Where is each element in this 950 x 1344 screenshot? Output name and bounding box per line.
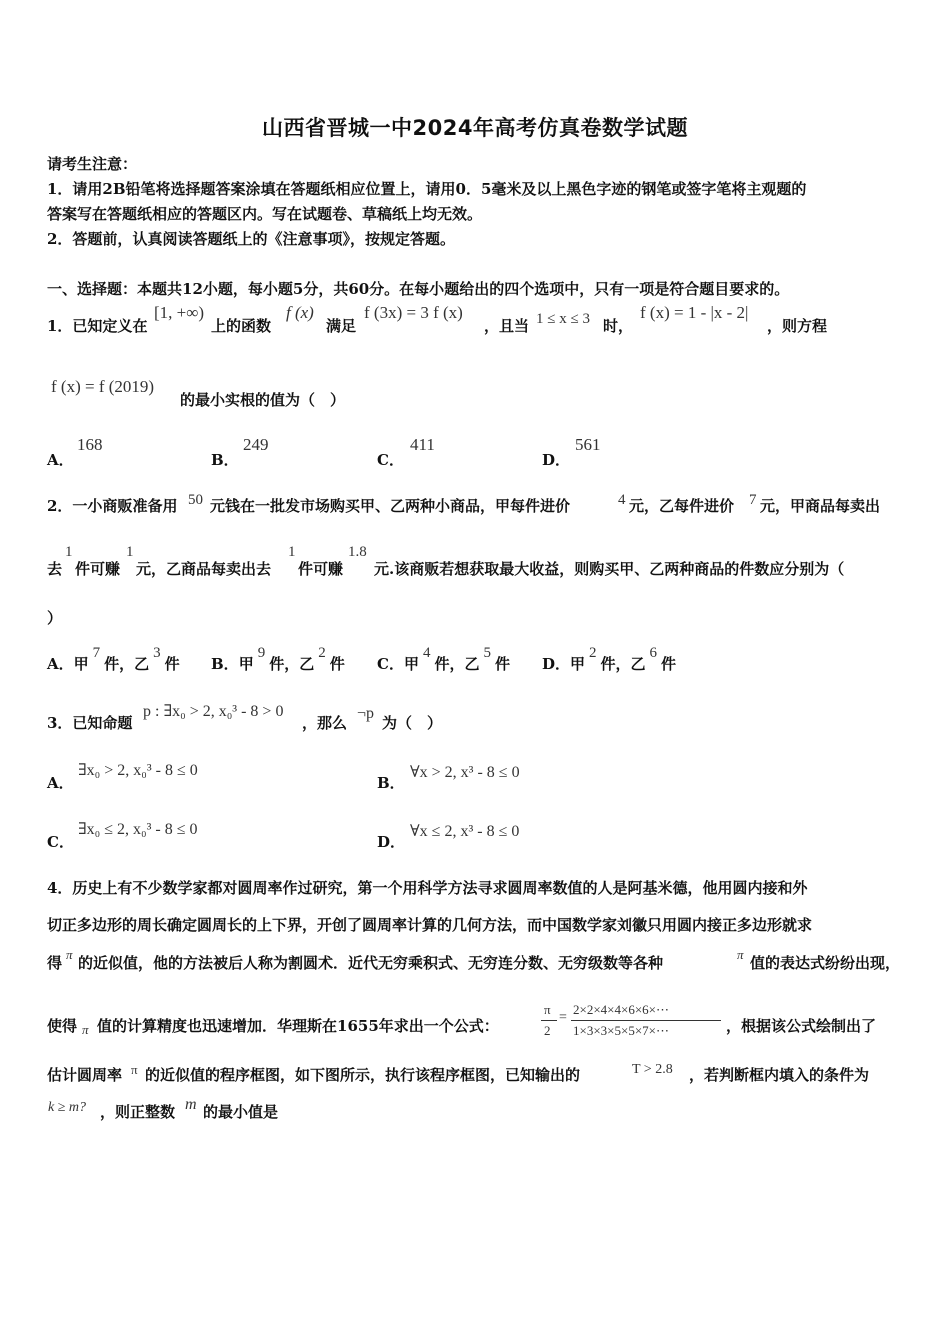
q2-math-1a: 1: [65, 544, 73, 560]
q1-math-range: 1 ≤ x ≤ 3: [536, 311, 590, 327]
q2-text-2: 元钱在一批发市场购买甲、乙两种小商品，甲每件进价: [210, 497, 571, 515]
q2-option-b-y: 2: [318, 645, 326, 661]
q4-line-6a: ，则正整数: [100, 1103, 176, 1121]
q2-option-d-c: 件: [661, 655, 677, 673]
q2-option-c-c: 件: [494, 655, 510, 673]
q2-option-d-label: D．: [542, 655, 571, 673]
q4-pi-4: π: [131, 1062, 138, 1077]
q3-option-a-label[interactable]: A．: [47, 774, 74, 792]
q1-option-b-label[interactable]: B．: [211, 451, 239, 469]
q2-math-4: 4: [618, 492, 626, 508]
q4-line-3b: 的近似值，他的方法被后人称为割圆术．近代无穷乘积式、无穷连分数、无穷级数等各种: [78, 954, 664, 972]
q1-option-d-label[interactable]: D．: [542, 451, 571, 469]
q1-option-b-value[interactable]: 249: [243, 435, 269, 454]
q1-text-3: 满足: [326, 317, 357, 335]
q4-formula-denominator: 1×3×3×5×5×7×⋯: [573, 1023, 669, 1038]
q2-option-b-c: 件: [329, 655, 345, 673]
q4-line-3c: 值的表达式纷纷出现，: [750, 954, 901, 972]
q4-formula-left-num: π: [544, 1002, 551, 1017]
q4-loop-condition: k ≥ m?: [48, 1100, 87, 1115]
q2-option-b-a: 甲: [238, 655, 254, 673]
q4-pi-1: π: [66, 947, 73, 962]
notice-line-3: 2．答题前，认真阅读答题纸上的《注意事项》，按规定答题。: [47, 230, 455, 248]
q3-math-negp: ¬p: [357, 705, 375, 722]
q2-math-1-8: 1.8: [348, 544, 367, 560]
q4-line-5b: 的近似值的程序框图，如下图所示，执行该程序框图，已知输出的: [145, 1066, 581, 1084]
q3-option-b-value[interactable]: ∀x > 2, x³ - 8 ≤ 0: [410, 764, 520, 781]
q4-line-3a: 得: [47, 954, 63, 972]
q2-math-1b: 1: [126, 544, 134, 560]
q1-math-fdef: f (x) = 1 - |x - 2|: [640, 303, 749, 322]
q1-option-c-label[interactable]: C．: [377, 451, 404, 469]
q2-text-6: 件可赚: [75, 560, 121, 578]
q2-option-c-x: 4: [422, 645, 431, 661]
q3-option-c-value[interactable]: ∃x₀ ≤ 2, x₀³ - 8 ≤ 0: [78, 821, 198, 838]
q1-math-domain: [1, +∞): [154, 303, 205, 322]
q2-option-d[interactable]: [542, 645, 677, 674]
notice-heading: 请考生注意：: [47, 155, 138, 173]
notice-line-1: 1．请用2B铅笔将选择题答案涂填在答题纸相应位置上，请用0．5毫米及以上黑色字迹的钢笔或签字笔将主观题的: [47, 180, 807, 198]
q2-option-a-b: 件，乙: [104, 655, 150, 673]
q2-option-a-x: 7: [92, 645, 101, 661]
q2-text-4: 元，甲商品每卖出: [760, 497, 881, 515]
q2-option-a-c: 件: [164, 655, 180, 673]
q2-text-3: 元，乙每件进价: [629, 497, 735, 515]
q4-line-1: 4．历史上有不少数学家都对圆周率作过研究，第一个用科学方法寻求圆周率数值的人是阿基米德，他用圆内接和外: [47, 879, 808, 897]
q4-var-m: m: [185, 1096, 197, 1113]
q2-option-a[interactable]: [47, 645, 180, 674]
q1-math-equation: f (x) = f (2019): [51, 377, 155, 396]
q2-option-d-a: 甲: [570, 655, 586, 673]
q2-option-d-b: 件，乙: [600, 655, 646, 673]
q4-output-condition: T > 2.8: [632, 1062, 673, 1077]
notice-line-2: 答案写在答题纸相应的答题区内。写在试题卷、草稿纸上均无效。: [47, 205, 483, 223]
q2-option-c[interactable]: [377, 645, 510, 674]
q2-option-d-x: 2: [589, 645, 597, 661]
q2-text-1: 2．一小商贩准备用: [47, 497, 178, 515]
q2-option-c-b: 件，乙: [434, 655, 480, 673]
q4-line-5a: 估计圆周率: [47, 1066, 123, 1084]
section-heading: 一、选择题：本题共12小题，每小题5分，共60分。在每小题给出的四个选项中，只有一项是符合题目要求的。: [47, 280, 790, 298]
q2-option-c-a: 甲: [403, 655, 419, 673]
q4-line-4b: 值的计算精度也迅速增加．华理斯在1655年求出一个公式：: [97, 1017, 499, 1035]
page-title: 山西省晋城一中2024年高考仿真卷数学试题: [262, 116, 688, 140]
q2-option-a-label: A．: [47, 655, 74, 673]
q1-option-d-value[interactable]: 561: [575, 435, 601, 454]
q2-math-50: 50: [188, 492, 203, 508]
q1-math-fx: f (x): [286, 303, 314, 322]
q1-option-a-value[interactable]: 168: [77, 435, 103, 454]
q2-text-7: 元，乙商品每卖出去: [136, 560, 272, 578]
q2-option-b-x: 9: [257, 645, 266, 661]
q2-option-b-label: B．: [211, 655, 239, 673]
q4-line-2: 切正多边形的周长确定圆周长的上下界，开创了圆周率计算的几何方法，而中国数学家刘徽只用圆内接正多边形就求: [47, 916, 813, 934]
q4-pi-3: π: [82, 1022, 89, 1037]
q1-text-1: 1．已知定义在: [47, 317, 148, 335]
q1-option-c-value[interactable]: 411: [410, 435, 435, 454]
q4-line-4c: ，根据该公式绘制出了: [726, 1017, 877, 1035]
q4-formula-left-bar: [541, 1020, 557, 1021]
q2-text-5: 去: [47, 560, 63, 578]
q1-text-7: 的最小实根的值为（ ）: [180, 391, 346, 409]
q1-text-6: ，则方程: [767, 317, 828, 335]
q2-text-8: 件可赚: [298, 560, 344, 578]
q2-option-c-label: C．: [377, 655, 404, 673]
q1-text-5: 时，: [603, 317, 634, 335]
q4-line-6b: 的最小值是: [203, 1103, 279, 1121]
q3-option-d-label[interactable]: D．: [377, 833, 406, 851]
q2-math-1c: 1: [288, 544, 296, 560]
q4-line-4a: 使得: [47, 1017, 78, 1035]
q3-math-proposition: p : ∃x₀ > 2, x₀³ - 8 > 0: [143, 703, 284, 720]
q2-option-a-y: 3: [153, 645, 161, 661]
q3-option-d-value[interactable]: ∀x ≤ 2, x³ - 8 ≤ 0: [410, 823, 520, 840]
q4-formula-numerator: 2×2×4×4×6×6×⋯: [573, 1002, 669, 1017]
q1-text-4: ，且当: [484, 317, 530, 335]
q1-math-f3x: f (3x) = 3 f (x): [364, 303, 463, 322]
q3-text-1: 3．已知命题: [47, 714, 133, 732]
q2-option-c-y: 5: [483, 645, 491, 661]
q3-text-3: 为（ ）: [382, 714, 443, 732]
q4-formula-bar: [571, 1020, 721, 1021]
q3-option-a-value[interactable]: ∃x₀ > 2, x₀³ - 8 ≤ 0: [78, 762, 198, 779]
q2-option-a-a: 甲: [73, 655, 89, 673]
q2-option-b-b: 件，乙: [269, 655, 315, 673]
q4-pi-2: π: [737, 947, 744, 962]
q3-option-b-label[interactable]: B．: [377, 774, 405, 792]
q4-line-5c: ，若判断框内填入的条件为: [689, 1066, 870, 1084]
q3-option-c-label[interactable]: C．: [47, 833, 74, 851]
q2-option-d-y: 6: [649, 645, 658, 661]
q3-text-2: ，那么: [302, 714, 348, 732]
q1-option-a-label[interactable]: A．: [47, 451, 74, 469]
q2-option-b[interactable]: [211, 645, 345, 674]
q2-math-7: 7: [749, 492, 757, 508]
q4-formula-left-den: 2: [544, 1023, 551, 1038]
q4-formula-equals: =: [559, 1010, 567, 1025]
q2-text-10: ）: [47, 609, 63, 627]
q1-text-2: 上的函数: [211, 317, 272, 335]
q2-text-9: 元.该商贩若想获取最大收益，则购买甲、乙两种商品的件数应分别为（: [374, 560, 845, 578]
